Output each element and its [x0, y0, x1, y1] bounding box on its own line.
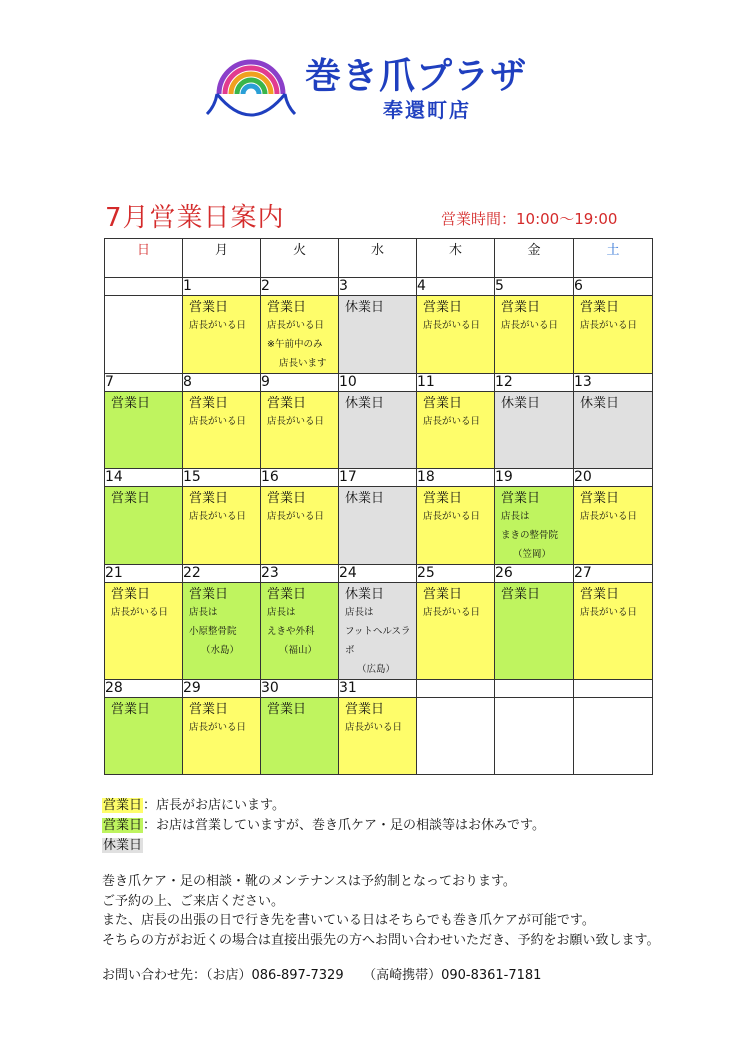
weekday-header: 火 [261, 239, 339, 278]
day-status: 休業日 [501, 396, 541, 411]
day-cell [183, 583, 261, 680]
day-status: 営業日 [189, 587, 229, 602]
day-note: ※午前中のみ [267, 339, 323, 350]
day-number: 6 [574, 278, 653, 296]
day-status: 営業日 [267, 491, 307, 506]
day-status-row [105, 296, 653, 374]
day-number: 22 [183, 565, 261, 583]
day-status-row [105, 392, 653, 469]
day-cell [417, 698, 495, 775]
day-cell [574, 583, 653, 680]
day-status: 営業日 [189, 491, 229, 506]
day-number: 15 [183, 469, 261, 487]
rainbow-mascot-icon [205, 48, 297, 120]
day-number-row [105, 374, 653, 392]
weekday-header: 月 [183, 239, 261, 278]
day-cell [574, 296, 653, 374]
day-number: 14 [105, 469, 183, 487]
day-status: 営業日 [267, 587, 307, 602]
day-number: 24 [339, 565, 417, 583]
day-cell [339, 296, 417, 374]
legend-swatch-label: 営業日 [103, 818, 143, 833]
day-number: 25 [417, 565, 495, 583]
day-number: 29 [183, 680, 261, 698]
day-note: 店長がいる日 [580, 607, 638, 618]
day-cell [261, 583, 339, 680]
day-cell [495, 583, 574, 680]
day-number: 3 [339, 278, 417, 296]
day-number: 10 [339, 374, 417, 392]
brand-branch: 奉還町店 [383, 98, 471, 122]
day-status: 営業日 [267, 300, 307, 315]
day-note: 店長がいる日 [189, 416, 247, 427]
day-note: 店長がいる日 [189, 511, 247, 522]
day-number: 11 [417, 374, 495, 392]
day-note: 店長がいる日 [423, 607, 481, 618]
day-cell [417, 583, 495, 680]
legend-item [102, 836, 545, 856]
day-cell [183, 487, 261, 565]
day-status: 営業日 [423, 587, 463, 602]
day-number: 28 [105, 680, 183, 698]
day-note: 店長は [345, 607, 374, 618]
day-number: 20 [574, 469, 653, 487]
day-cell [574, 392, 653, 469]
day-status: 営業日 [267, 396, 307, 411]
day-number [495, 680, 574, 698]
day-note: 店長います [279, 358, 327, 369]
brand-name: 巻き爪プラザ [305, 56, 528, 97]
reservation-notes [102, 872, 659, 950]
day-number [574, 680, 653, 698]
day-cell [495, 392, 574, 469]
day-note: （福山） [279, 645, 318, 656]
day-number: 13 [574, 374, 653, 392]
day-status: 営業日 [111, 587, 151, 602]
weekday-header: 日 [105, 239, 183, 278]
day-number: 23 [261, 565, 339, 583]
day-number: 31 [339, 680, 417, 698]
day-cell [183, 296, 261, 374]
color-legend [102, 796, 545, 856]
day-note: 店長がいる日 [111, 607, 169, 618]
day-note: 店長がいる日 [580, 511, 638, 522]
day-number: 19 [495, 469, 574, 487]
day-status: 休業日 [345, 396, 385, 411]
day-number-row [105, 278, 653, 296]
day-note: 店長がいる日 [189, 722, 247, 733]
day-status: 営業日 [189, 396, 229, 411]
day-cell [105, 392, 183, 469]
day-number: 17 [339, 469, 417, 487]
note-line: ご予約の上、ご来店ください。 [102, 893, 285, 909]
day-note: （笠岡） [513, 549, 552, 560]
contact-info: お問い合わせ先：（お店）086-897-7329 （高崎携帯）090-8361-7181 [102, 968, 542, 983]
day-status: 営業日 [423, 300, 463, 315]
day-number: 4 [417, 278, 495, 296]
day-cell [339, 698, 417, 775]
day-note: 店長がいる日 [501, 320, 559, 331]
day-cell [417, 487, 495, 565]
weekday-header: 木 [417, 239, 495, 278]
day-number-row [105, 469, 653, 487]
day-status: 営業日 [111, 396, 151, 411]
day-status: 営業日 [111, 491, 151, 506]
day-status: 営業日 [580, 491, 620, 506]
day-cell [105, 698, 183, 775]
day-number: 12 [495, 374, 574, 392]
day-note: 店長がいる日 [267, 320, 325, 331]
day-cell [495, 296, 574, 374]
day-note: 店長がいる日 [423, 320, 481, 331]
day-status-row [105, 698, 653, 775]
day-note: 店長がいる日 [345, 722, 403, 733]
day-cell [261, 487, 339, 565]
day-number: 2 [261, 278, 339, 296]
day-number: 8 [183, 374, 261, 392]
legend-text: ：店長がお店にいます。 [143, 798, 285, 813]
day-note: 小原整骨院 [189, 626, 237, 637]
day-note: （広島） [357, 664, 396, 675]
day-status-row [105, 583, 653, 680]
day-note: 店長は [267, 607, 296, 618]
day-status-row [105, 487, 653, 565]
day-cell [339, 392, 417, 469]
day-note: 店長がいる日 [423, 416, 481, 427]
note-line: 巻き爪ケア・足の相談・靴のメンテナンスは予約制となっております。 [102, 874, 516, 889]
day-number: 7 [105, 374, 183, 392]
brand-logo [205, 48, 565, 128]
legend-swatch-label: 営業日 [103, 798, 143, 813]
day-cell [495, 487, 574, 565]
page-title: 7月営業日案内 [105, 203, 285, 233]
note-line: また、店長の出張の日で行き先を書いている日はそちらでも巻き爪ケアが可能です。 [102, 913, 595, 928]
day-note: 店長は [189, 607, 218, 618]
day-cell [417, 392, 495, 469]
day-note: 店長がいる日 [580, 320, 638, 331]
day-cell [105, 296, 183, 374]
day-note: 店長がいる日 [267, 416, 325, 427]
day-number-row [105, 680, 653, 698]
day-number: 1 [183, 278, 261, 296]
day-cell [105, 487, 183, 565]
day-number: 18 [417, 469, 495, 487]
weekday-header: 土 [574, 239, 653, 278]
day-status: 営業日 [189, 300, 229, 315]
day-cell [574, 487, 653, 565]
day-note: 店長がいる日 [423, 511, 481, 522]
day-number [417, 680, 495, 698]
legend-text: ：お店は営業していますが、巻き爪ケア・足の相談等はお休みです。 [143, 818, 545, 833]
day-cell [105, 583, 183, 680]
day-status: 営業日 [423, 396, 463, 411]
day-cell [417, 296, 495, 374]
day-note: まきの整骨院 [501, 530, 559, 541]
day-cell [574, 698, 653, 775]
day-cell [183, 392, 261, 469]
day-cell [495, 698, 574, 775]
day-status: 休業日 [580, 396, 620, 411]
day-status: 営業日 [111, 702, 151, 717]
weekday-header: 金 [495, 239, 574, 278]
day-note: 店長は [501, 511, 530, 522]
day-cell [261, 296, 339, 374]
day-status: 営業日 [345, 702, 385, 717]
day-cell [183, 698, 261, 775]
day-number: 26 [495, 565, 574, 583]
day-status: 営業日 [501, 491, 541, 506]
business-calendar [104, 238, 653, 775]
note-line: そちらの方がお近くの場合は直接出張先の方へお問い合わせいただき、予約をお願い致します。 [102, 932, 660, 948]
day-cell [339, 583, 417, 680]
day-status: 営業日 [501, 587, 541, 602]
day-number: 16 [261, 469, 339, 487]
legend-item [102, 796, 545, 816]
day-status: 営業日 [267, 702, 307, 717]
day-status: 休業日 [345, 491, 385, 506]
weekday-header: 水 [339, 239, 417, 278]
day-status: 営業日 [580, 587, 620, 602]
day-note: フットヘルスラボ [345, 626, 411, 656]
day-number: 30 [261, 680, 339, 698]
day-number: 9 [261, 374, 339, 392]
day-number-row [105, 565, 653, 583]
day-number: 5 [495, 278, 574, 296]
day-note: えきや外科 [267, 626, 315, 637]
day-status: 休業日 [345, 300, 385, 315]
day-note: 店長がいる日 [189, 320, 247, 331]
day-note: 店長がいる日 [267, 511, 325, 522]
legend-swatch-label: 休業日 [103, 838, 143, 853]
day-status: 営業日 [423, 491, 463, 506]
day-status: 営業日 [580, 300, 620, 315]
business-hours: 営業時間：10:00～19:00 [441, 210, 618, 228]
weekday-header-row [105, 239, 653, 278]
day-cell [339, 487, 417, 565]
legend-item [102, 816, 545, 836]
day-cell [261, 392, 339, 469]
day-note: （水島） [201, 645, 240, 656]
day-number: 21 [105, 565, 183, 583]
day-status: 営業日 [189, 702, 229, 717]
day-cell [261, 698, 339, 775]
day-number [105, 278, 183, 296]
day-number: 27 [574, 565, 653, 583]
day-status: 営業日 [501, 300, 541, 315]
day-status: 休業日 [345, 587, 385, 602]
